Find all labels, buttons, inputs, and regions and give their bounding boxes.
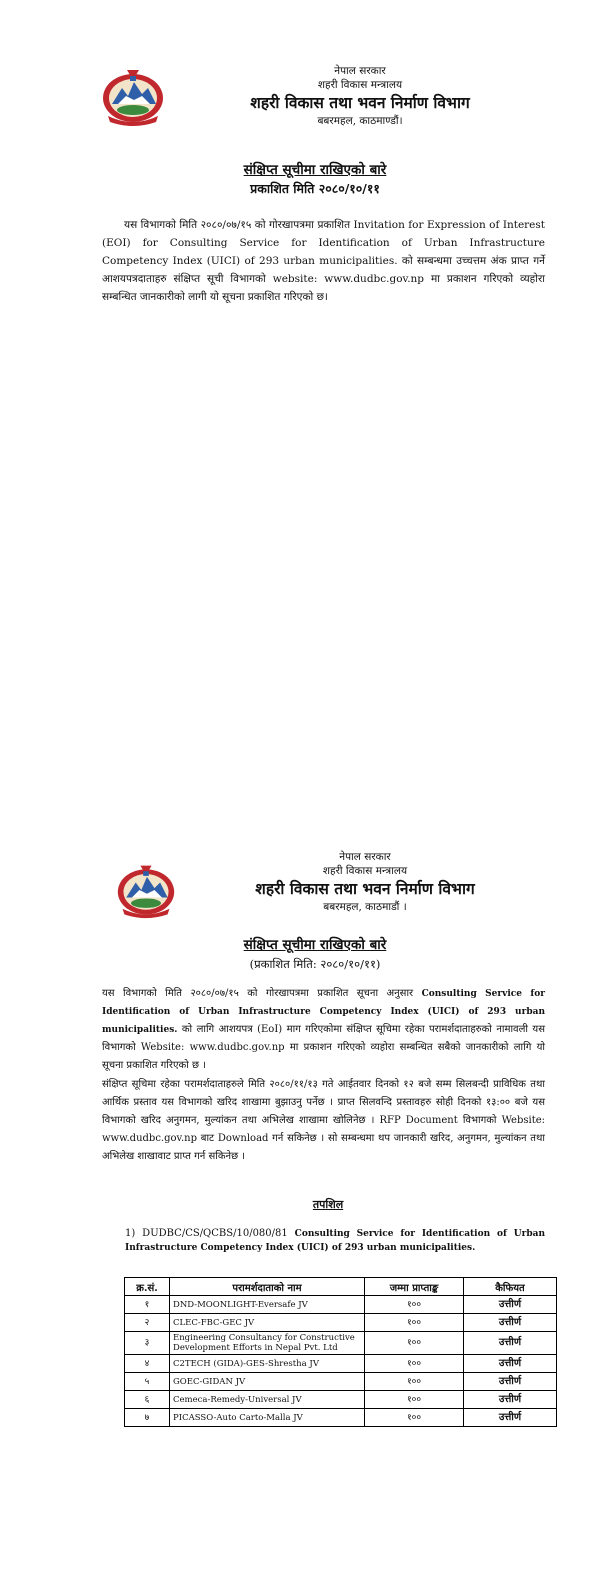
row-consultant-name: CLEC-FBC-GEC JV <box>170 1314 365 1332</box>
item-number: 1) <box>125 1228 136 1239</box>
row-sn: ३ <box>125 1332 170 1355</box>
item-description: Consulting Service for Identification of Urban Infrastructure Competency Index (UICI) of 293 urban municipalities. <box>125 1229 545 1253</box>
row-consultant-name: DND-MOONLIGHT-Eversafe JV <box>170 1296 365 1314</box>
office-address: बबरमहल, काठमाण्डौं। <box>317 115 403 127</box>
service-name: Consulting Service for Identification of Urban Infrastructure Competency Index (UICI) of 293 urban municipalities. <box>102 989 546 1035</box>
nepal-emblem-icon <box>100 66 166 126</box>
column-header-name: परामर्शदाताको नाम <box>170 1278 365 1296</box>
row-consultant-name: Cemeca-Remedy-Universal JV <box>170 1391 365 1409</box>
row-consultant-name: C2TECH (GIDA)-GES-Shrestha JV <box>170 1355 365 1373</box>
table-row <box>125 1296 557 1314</box>
notice-body <box>102 216 545 306</box>
letterhead <box>240 850 490 914</box>
table-row <box>125 1373 557 1391</box>
table-row <box>125 1332 557 1355</box>
item-code: DUDBC/CS/QCBS/10/080/81 <box>142 1228 288 1239</box>
table-row <box>125 1391 557 1409</box>
row-marks: १०० <box>365 1296 464 1314</box>
row-remark: उत्तीर्ण <box>464 1355 557 1373</box>
notice-body-text: यस विभागको मिति २०८०/०७/१५ को गोरखापत्रमा प्रकाशित Invitation for Expression of Interest (EOI) for Consulting Service for Identification of Urban Infrastructure Competency Index (UICI) of 293 urban municipalities. को सम्बन्धमा उच्चत्तम अंक प्राप्त गर्ने आशयपत्रदाताहरु संक्षिप्त सूची विभागको website: www.dudbc.gov.np मा प्रकाशन गरिएको व्यहोरा सम्बन्धित जानकारीको लागी यो सूचना प्रकाशित गरिएको छ। <box>102 219 545 303</box>
package-item <box>125 1227 545 1255</box>
row-marks: १०० <box>365 1373 464 1391</box>
publish-date: (प्रकाशित मिति: २०८०/१०/११) <box>249 957 381 971</box>
publish-date: प्रकाशित मिति २०८०/१०/११ <box>250 181 380 196</box>
row-sn: ७ <box>125 1409 170 1427</box>
table-row <box>125 1355 557 1373</box>
government-name: नेपाल सरकार <box>334 65 386 77</box>
paragraph-text: को लागि आशयपत्र (EoI) माग गरिएकोमा संक्षिप्त सूचिमा रहेका परामर्शदाताहरुको नामावली यस विभागको Website: www.dudbc.gov.np मा प्रकाशन गरिएको व्यहोरा सम्बन्धित सबैको जानकारीको लागि यो सूचना प्रकाशित गरिएको छ । <box>102 1024 545 1071</box>
ministry-name: शहरी विकास मन्त्रालय <box>317 79 403 91</box>
notice-paragraph-2: संक्षिप्त सूचिमा रहेका परामर्शदाताहरुले मिति २०८०/११/१३ गते आईतवार दिनको १२ बजे सम्म सिलबन्दी प्राविधिक तथा आर्थिक प्रस्ताव यस विभागको खरिद शाखामा बुझाउनु पर्नेछ । प्राप्त सिलवन्दि प्रस्तावहरु सोही दिनको १३:०० बजे यस विभागको खरिद अनुगमन, मुल्यांकन तथा अभिलेख शाखामा खोलिनेछ । RFP Document विभागको Website: www.dudbc.gov.np बाट Download गर्न सकिनेछ । सो सम्बन्धमा थप जानकारी खरिद, अनुगमन, मुल्यांकन तथा अभिलेख शाखावाट प्राप्त गर्न सकिनेछ । <box>102 1079 545 1162</box>
row-sn: ४ <box>125 1355 170 1373</box>
notice-title-block <box>190 160 440 198</box>
row-marks: १०० <box>365 1314 464 1332</box>
notice-paragraph-1 <box>102 985 545 1075</box>
table-header-row <box>125 1278 557 1296</box>
row-sn: २ <box>125 1314 170 1332</box>
ministry-name: शहरी विकास मन्त्रालय <box>322 865 408 877</box>
department-name: शहरी विकास तथा भवन निर्माण विभाग <box>250 93 470 112</box>
row-consultant-name: PICASSO-Auto Carto-Malla JV <box>170 1409 365 1427</box>
row-remark: उत्तीर्ण <box>464 1409 557 1427</box>
paragraph-text: यस विभागको मिति २०८०/०७/१५ को गोरखापत्रमा प्रकाशित सूचना अनुसार <box>102 988 422 999</box>
row-remark: उत्तीर्ण <box>464 1373 557 1391</box>
letterhead <box>225 64 495 128</box>
notice-title: संक्षिप्त सूचीमा राखिएको बारे <box>243 937 387 953</box>
row-sn: १ <box>125 1296 170 1314</box>
row-sn: ६ <box>125 1391 170 1409</box>
row-consultant-name: GOEC-GIDAN JV <box>170 1373 365 1391</box>
office-address: बबरमहल, काठमाडौं । <box>323 901 407 913</box>
column-header-sn: क्र.सं. <box>125 1278 170 1296</box>
government-name: नेपाल सरकार <box>339 851 391 863</box>
notice-2 <box>0 792 612 1584</box>
row-remark: उत्तीर्ण <box>464 1296 557 1314</box>
row-remark: उत्तीर्ण <box>464 1314 557 1332</box>
row-sn: ५ <box>125 1373 170 1391</box>
row-marks: १०० <box>365 1355 464 1373</box>
row-remark: उत्तीर्ण <box>464 1332 557 1355</box>
row-marks: १०० <box>365 1409 464 1427</box>
table-row <box>125 1314 557 1332</box>
row-remark: उत्तीर्ण <box>464 1391 557 1409</box>
shortlist-table <box>124 1277 557 1427</box>
row-marks: १०० <box>365 1391 464 1409</box>
notice-title-block <box>190 935 440 973</box>
row-consultant-name: Engineering Consultancy for Constructive Development Efforts in Nepal Pvt. Ltd <box>170 1332 365 1355</box>
nepal-emblem-icon <box>115 861 177 919</box>
row-marks: १०० <box>365 1332 464 1355</box>
column-header-remarks: कैफियत <box>464 1278 557 1296</box>
notice-title: संक्षिप्त सूचीमा राखिएको बारे <box>243 162 387 178</box>
column-header-marks: जम्मा प्राप्ताङ्क <box>365 1278 464 1296</box>
department-name: शहरी विकास तथा भवन निर्माण विभाग <box>255 879 475 898</box>
details-heading: तपशिल <box>312 1198 344 1211</box>
table-row <box>125 1409 557 1427</box>
